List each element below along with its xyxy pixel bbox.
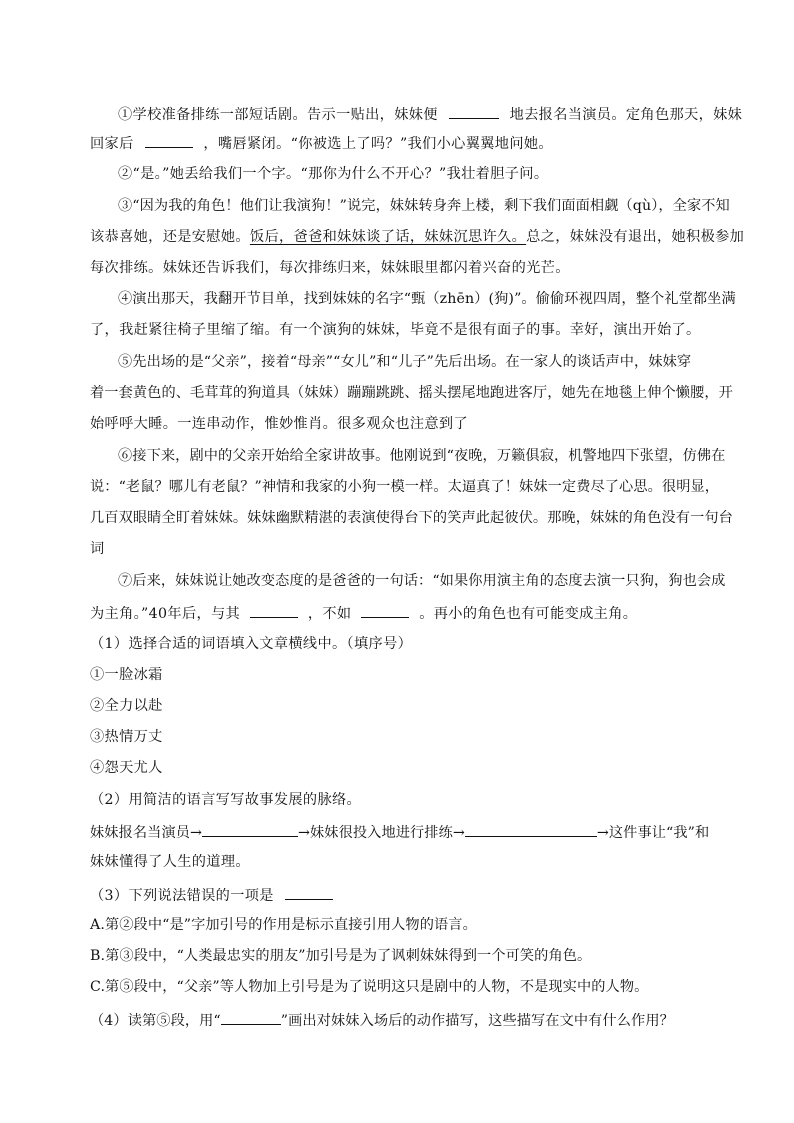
paragraph-3-line-3: 每次排练。妹妹还告诉我们，每次排练归来，妹妹眼里都闪着兴奋的光芒。 [90,260,570,276]
paragraph-7-line-1: ⑦后来，妹妹说让她改变态度的是爸爸的一句话：“如果你用演主角的态度去演一只狗，狗也会成 [118,573,726,589]
answer-blank-1 [202,821,298,837]
question-2-prompt: （2）用简洁的语言写写故事发展的脉络。 [90,792,362,808]
paragraph-1-text-b: 地去报名当演员。定角色那天，妹妹 [509,107,743,123]
question-1-option: ②全力以赴 [90,698,163,714]
question-1-option: ③热情万丈 [90,729,163,745]
underline-mark-sample [221,1009,281,1025]
answer-blank-3 [285,884,333,900]
paragraph-7-text-a: 为主角。”40年后，与其 [90,606,241,622]
fill-blank-4 [361,602,409,618]
paragraph-1-text-c: 回家后 [90,136,134,152]
paragraph-1-line-1 [118,103,758,125]
paragraph-4-line-1: ④演出那天，我翻开节目单，找到妹妹的名字“甄（zhēn）(狗)”。偷偷环视四周，整个礼堂都坐满 [118,291,736,307]
paragraph-3-text-b: 总之，妹妹没有退出，她积极参加 [526,229,745,245]
fill-blank-2 [145,132,193,148]
paragraph-7-line-2 [90,602,730,624]
paragraph-6-line-4: 词 [90,541,105,557]
question-2-line-1 [90,821,730,843]
paragraph-6-line-1: ⑥接下来，剧中的父亲开始给全家讲故事。他刚说到“夜晚，万籁俱寂，机警地四下张望，仿佛在 [118,448,726,464]
question-2-text-b: →妹妹很投入地进行排练→ [298,825,465,841]
paragraph-2: ②“是。”她丢给我们一个字。“那你为什么不开心？”我壮着胆子问。 [118,166,549,182]
paragraph-1-line-2 [90,132,730,154]
fill-blank-3 [250,602,298,618]
fill-blank-1 [449,103,499,119]
paragraph-7-text-b: ，不如 [307,606,352,622]
question-2-text-c: →这件事让“我”和 [596,825,710,841]
question-3-option-a: A.第②段中“是”字加引号的作用是标示直接引用人物的语言。 [90,917,477,933]
paragraph-6-line-2: 说：“老鼠？哪儿有老鼠？”神情和我家的小狗一模一样。太逼真了！妹妹一定费尽了心思。很明显， [90,479,720,495]
paragraph-5-line-3: 始呼呼大睡。一连串动作，惟妙惟肖。很多观众也注意到了 [90,416,468,432]
paragraph-5-line-1: ⑤先出场的是“父亲”，接着“母亲”“女儿”和“儿子”先后出场。在一家人的谈话声中，妹妹穿 [118,354,692,370]
question-3-option-b: B.第③段中，“人类最忠实的朋友”加引号是为了讽刺妹妹得到一个可笑的角色。 [90,948,592,964]
underlined-sentence: 饭后，爸爸和妹妹谈了话，妹妹沉思许久。 [249,229,527,245]
paragraph-5-line-2: 着一套黄色的、毛茸茸的狗道具（妹妹）蹦蹦跳跳、摇头摆尾地跑进客厅，她先在地毯上伸个懒腰，开 [90,385,733,401]
question-3-line [90,884,730,906]
question-4-text-b: ”画出对妹妹入场后的动作描写，这些描写在文中有什么作用？ [280,1013,674,1029]
answer-blank-2 [465,821,597,837]
paragraph-3-text-a: 该恭喜她，还是安慰她。 [90,229,250,245]
question-1-option: ④怨天尤人 [90,760,163,776]
paragraph-3-line-1: ③“因为我的角色！他们让我演狗！”说完，妹妹转身奔上楼，剩下我们面面相觑（qù），全家不知 [118,198,730,214]
question-3-option-c: C.第⑤段中，“父亲”等人物加上引号是为了说明这只是剧中的人物，不是现实中的人物。 [90,979,649,995]
paragraph-7-text-c: 。再小的角色也有可能变成主角。 [419,606,638,622]
question-3-prompt: （3）下列说法错误的一项是 [90,888,274,904]
paragraph-3-line-2 [90,227,745,247]
paragraph-1-text-d: ，嘴唇紧闭。“你被选上了吗？”我们小心翼翼地问她。 [203,136,553,152]
question-4-line [90,1009,730,1031]
question-4-text-a: （4）读第⑤段，用“ [90,1013,221,1029]
paragraph-6-line-3: 几百双眼睛全盯着妹妹。妹妹幽默精湛的表演使得台下的笑声此起彼伏。那晚，妹妹的角色没有一句台 [90,510,733,526]
question-1-prompt: （1）选择合适的词语填入文章横线中。（填序号） [90,636,413,652]
question-1-option: ①一脸冰霜 [90,667,163,683]
question-2-line-2: 妹妹懂得了人生的道理。 [90,854,250,870]
paragraph-1-text-a: ①学校准备排练一部短话剧。告示一贴出，妹妹便 [118,107,438,123]
paragraph-4-line-2: 了，我赶紧往椅子里缩了缩。有一个演狗的妹妹，毕竟不是很有面子的事。幸好，演出开始了。 [90,322,701,338]
question-2-text-a: 妹妹报名当演员→ [90,825,203,841]
